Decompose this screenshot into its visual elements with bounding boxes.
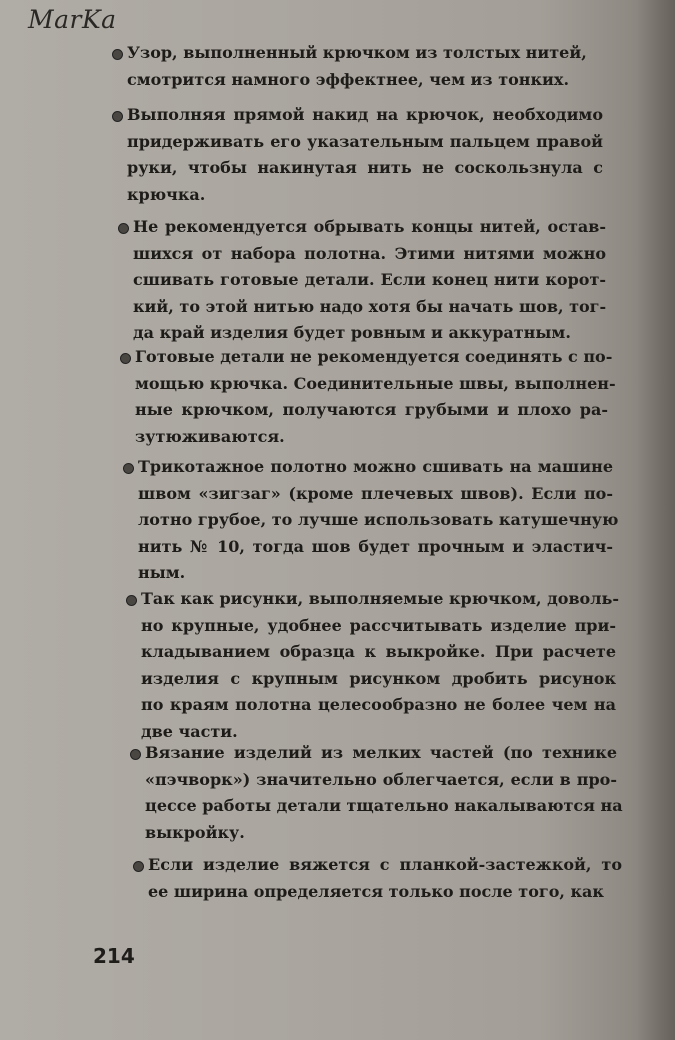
tip-text-line: ные крючком, получаются грубыми и плохо ра- bbox=[135, 400, 608, 419]
tip-text-line: кий, то этой нитью надо хотя бы начать шов, тог- bbox=[133, 296, 607, 316]
tip-text-line: но крупные, удобнее рассчитывать изделие при- bbox=[141, 615, 616, 635]
tip-text-line: «пэчворк») значительно облегчается, если в про- bbox=[145, 769, 617, 789]
tip-item bbox=[138, 454, 619, 587]
circle-bullet-icon bbox=[126, 595, 137, 606]
circle-bullet-icon bbox=[133, 861, 144, 872]
circle-bullet-icon bbox=[118, 223, 129, 234]
tip-item bbox=[145, 740, 623, 846]
tip-text-line: выкройку. bbox=[145, 822, 245, 842]
circle-bullet-icon bbox=[120, 353, 131, 364]
tip-text-line: Трикотажное полотно можно сшивать на машине bbox=[138, 457, 613, 476]
tip-item bbox=[133, 214, 606, 347]
tip-text-line: лотно грубое, то лучше использовать катушечную bbox=[138, 510, 619, 529]
tip-text-line: да край изделия будет ровным и аккуратным. bbox=[133, 323, 571, 342]
tip-text-line: нить № 10, тогда шов будет прочным и эластич- bbox=[138, 536, 613, 556]
page-number: 214 bbox=[93, 944, 135, 968]
tip-text-line: изделия с крупным рисунком дробить рисунок bbox=[141, 668, 616, 688]
tip-text-line: по краям полотна целесообразно не более чем на bbox=[141, 695, 616, 714]
watermark-signature: MarKa bbox=[28, 5, 117, 34]
tip-text-line: Готовые детали не рекомендуется соединять с по- bbox=[135, 347, 613, 366]
tip-text-line: ее ширина определяется только после того, как bbox=[148, 881, 604, 901]
tip-text-line: сшивать готовые детали. Если конец нити корот- bbox=[133, 270, 606, 289]
tip-text-line: Выполняя прямой накид на крючок, необходимо bbox=[127, 105, 603, 124]
tip-text-line: ным. bbox=[138, 563, 186, 582]
tip-text-line: цессе работы детали тщательно накалываются на bbox=[145, 796, 623, 815]
tip-item bbox=[127, 102, 603, 208]
tip-text-line: Так как рисунки, выполняемые крючком, доволь- bbox=[141, 589, 620, 608]
tip-text-line: швом «зигзаг» (кроме плечевых швов). Если по- bbox=[138, 483, 613, 503]
tip-item bbox=[141, 586, 620, 745]
tip-text-line: Если изделие вяжется с планкой-застежкой, то bbox=[148, 855, 622, 874]
circle-bullet-icon bbox=[112, 111, 123, 122]
tip-text-line: шихся от набора полотна. Этими нитями можно bbox=[133, 243, 606, 263]
tip-text-line: зутюживаются. bbox=[135, 426, 285, 446]
tip-text-line: Не рекомендуется обрывать концы нитей, остав- bbox=[133, 217, 606, 236]
tip-text-line: крючка. bbox=[127, 184, 206, 204]
tip-text-line: Узор, выполненный крючком из толстых нитей, bbox=[127, 43, 587, 62]
tip-text-line: смотрится намного эффектнее, чем из тонких. bbox=[127, 69, 570, 89]
tip-item bbox=[127, 40, 587, 93]
tip-text-line: мощью крючка. Соединительные швы, выполнен- bbox=[135, 373, 616, 393]
tip-item bbox=[135, 344, 616, 450]
tip-text-line: кладыванием образца к выкройке. При расчете bbox=[141, 642, 616, 661]
tip-text-line: руки, чтобы накинутая нить не соскользнула с bbox=[127, 158, 603, 177]
tip-text-line: Вязание изделий из мелких частей (по технике bbox=[145, 743, 617, 762]
tip-text-line: две части. bbox=[141, 721, 238, 741]
circle-bullet-icon bbox=[123, 463, 134, 474]
tip-item bbox=[148, 852, 622, 905]
circle-bullet-icon bbox=[130, 749, 141, 760]
circle-bullet-icon bbox=[112, 49, 123, 60]
tip-text-line: придерживать его указательным пальцем правой bbox=[127, 131, 603, 151]
